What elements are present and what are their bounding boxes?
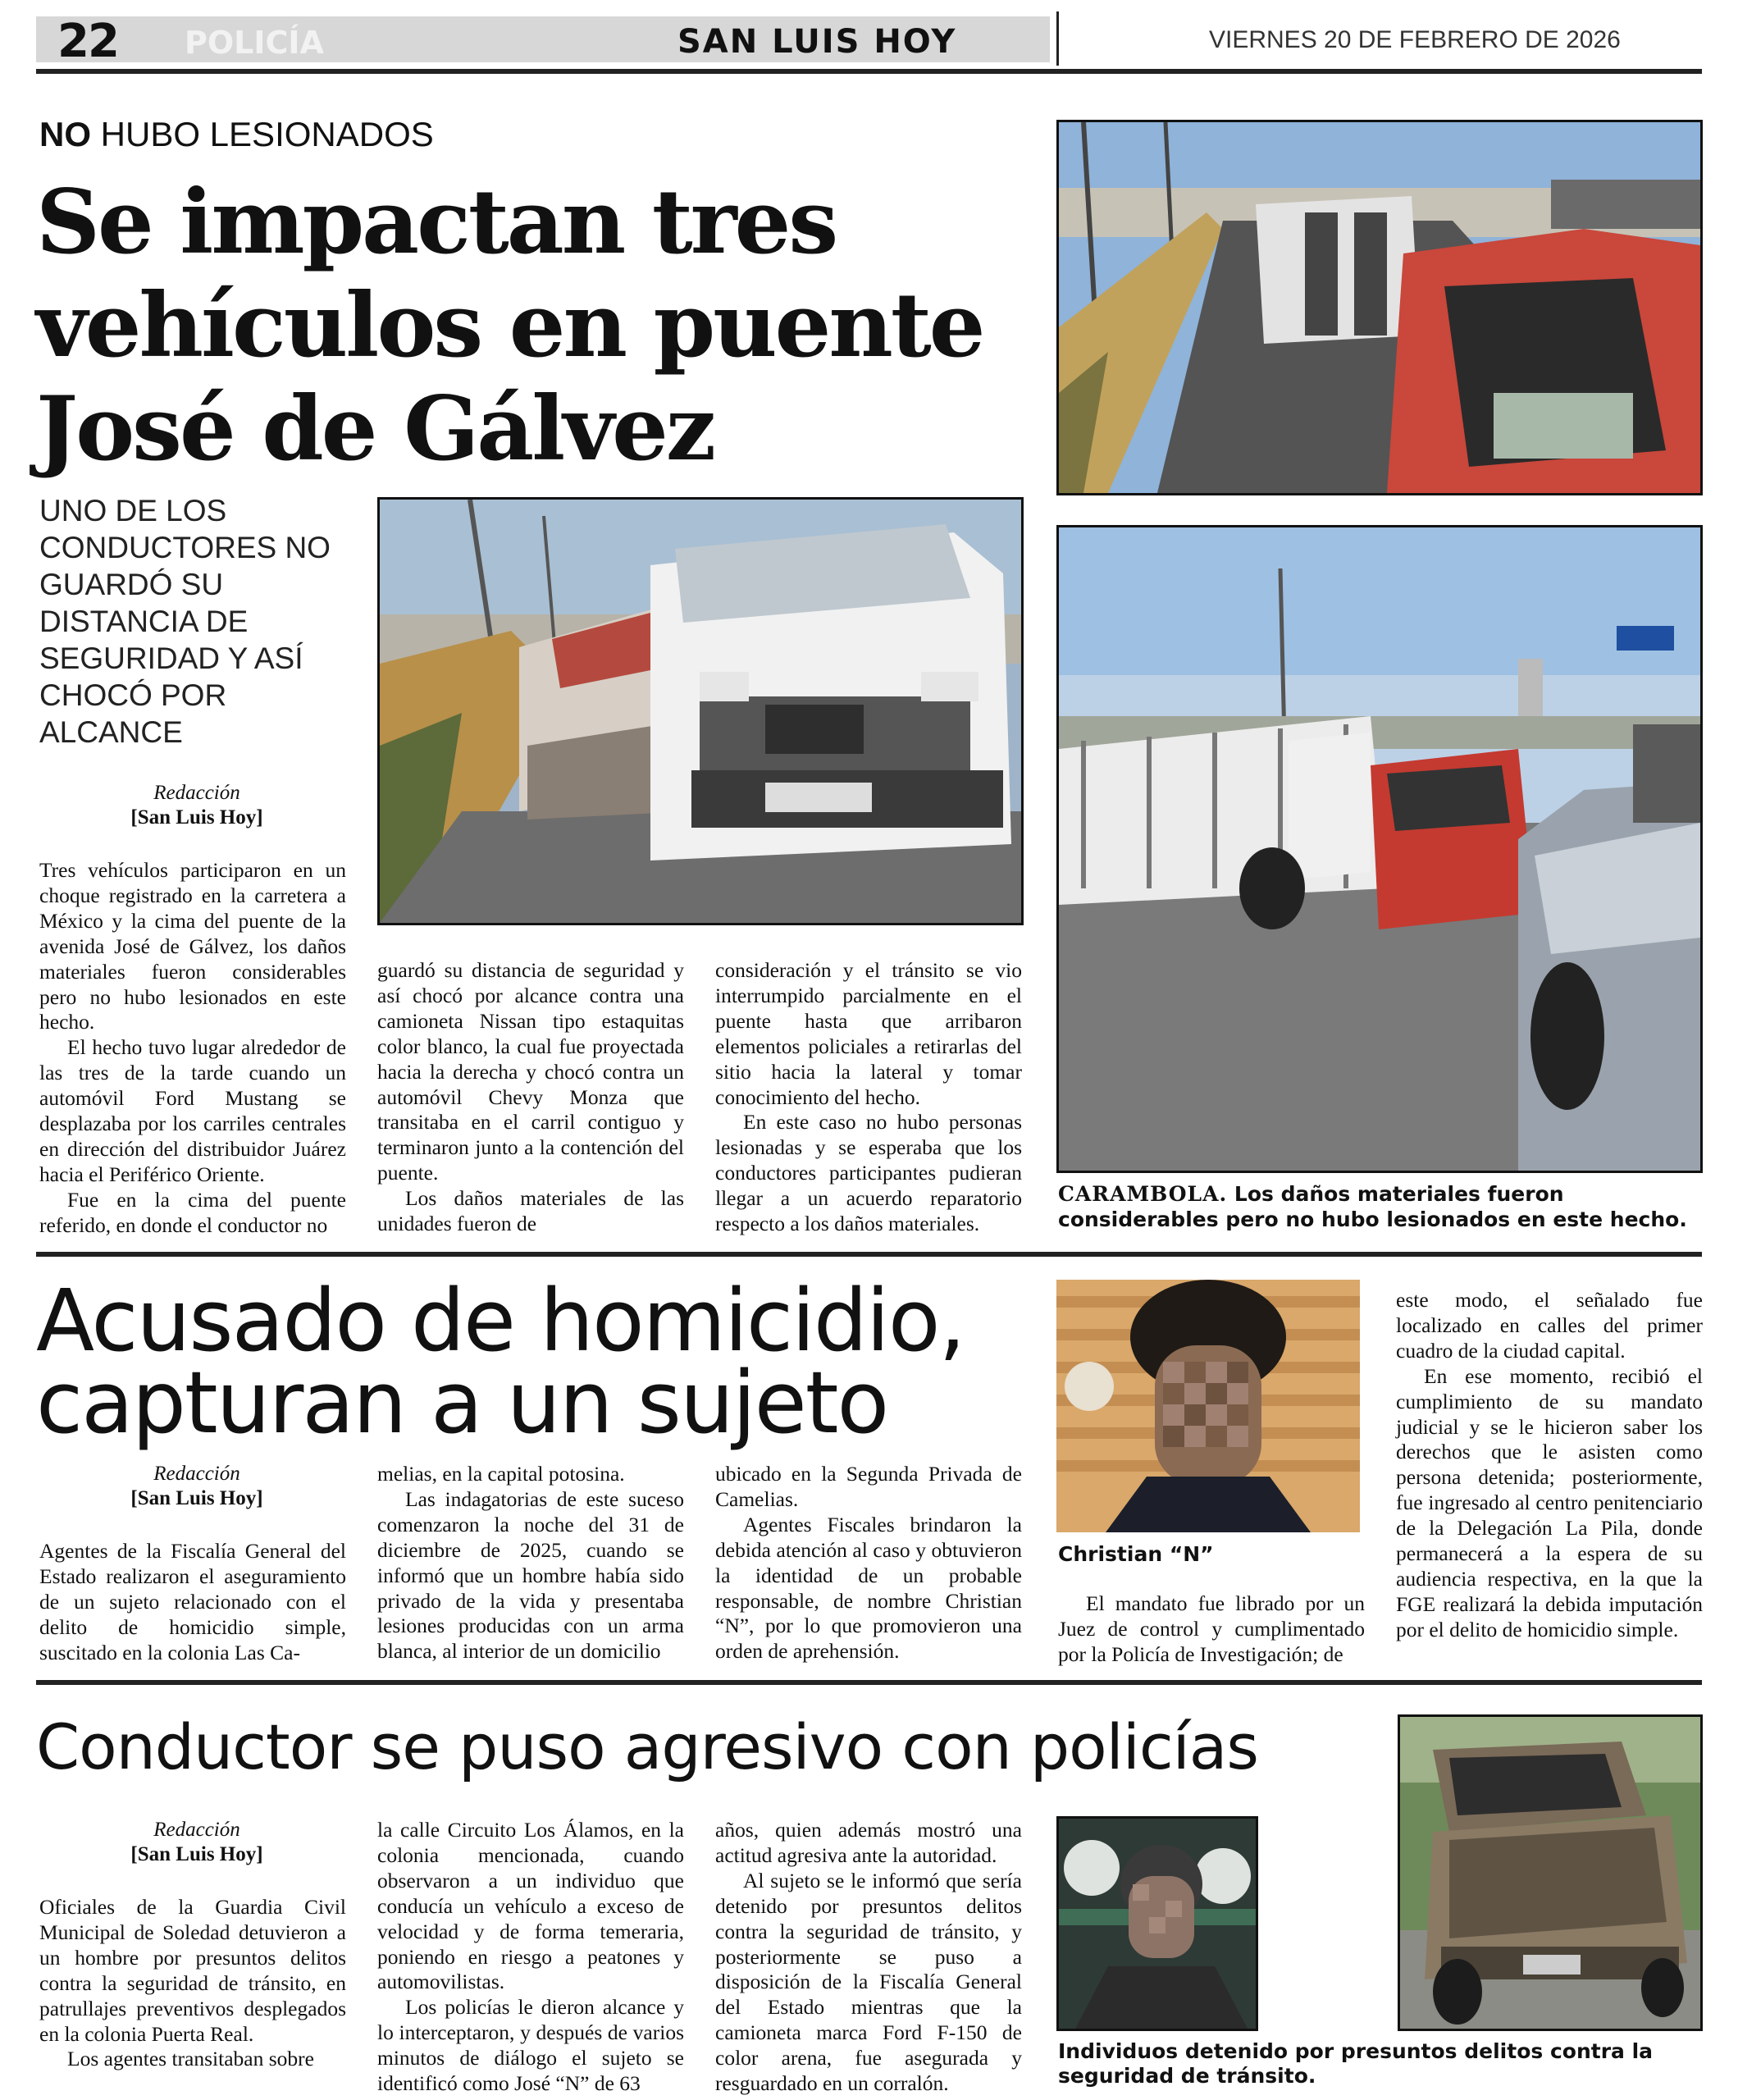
paragraph: En ese momento, recibió el cumplimiento de su mandato judicial y se le hicieron saber los derechos que le asisten como persona detenida; posteriormente, fue ingresado al centro penitenciario de la Delegación La Pila, donde permanecerá a la espera de su audiencia respectiva, en la que la FGE realizará la debida imputación por el delito de homicidio simple. [1396,1363,1703,1641]
newspaper-name: SAN LUIS HOY [677,23,957,61]
article2-column-2 [377,1462,684,1664]
article1-photo-caption [1058,1181,1706,1232]
article1-byline [74,781,320,830]
article1-column-2 [377,958,684,1237]
byline-outlet: [San Luis Hoy] [130,1487,263,1509]
paragraph: Los daños materiales de las unidades fueron de [377,1186,684,1236]
paragraph: Las indagatorias de este suceso comenzaron la noche del 31 de diciembre de 2025, cuando se informó que un hombre había sido privado de la vida y presentaba lesiones producidas con un arma blanca, al interior de un domicilio [377,1486,684,1664]
paragraph: Tres vehículos participaron en un choque registrado en la carretera a México y la cima del puente de la avenida José de Gálvez, los daños materiales fueron considerables pero no hubo lesionados en este hecho. [39,858,346,1034]
paragraph: Los agentes transitaban sobre [67,2047,314,2071]
article3-column-1 [39,1895,346,2072]
byline-role: Redacción [153,1819,240,1841]
paragraph: años, quien además mostró una actitud agresiva ante la autoridad. [715,1818,1022,1867]
article2-headline: Acusado de homicidio, capturan a un sujeto [36,1271,965,1453]
caption-text: Los daños materiales fueron considerables pero no hubo lesionados en este hecho. [1058,1182,1687,1231]
paragraph: Fue en la cima del puente referido, en donde el conductor no [39,1187,346,1237]
paragraph: En este caso no hubo personas lesionadas y se esperaba que los conductores participantes pudieran llegar a un acuerdo reparatorio respecto a los daños materiales. [715,1110,1022,1236]
paragraph: consideración y el tránsito se vio interrumpido parcialmente en el puente hasta que arribaron elementos policiales a retirarlas del sitio hacia la lateral y tomar conocimiento del hecho. [715,958,1022,1109]
photo-detainee [1056,1816,1258,2031]
paragraph: El mandato fue librado por un Juez de control y cumplimentado por la Policía de Investigación; de [1058,1591,1365,1666]
header-rule [36,69,1702,74]
paragraph: Al sujeto se le informó que sería detenido por presuntos delitos contra la seguridad de tránsito, y posteriormente se puso a disposición de la Fiscalía General del Estado mientras que la camioneta marca Ford F-150 de color arena, fue asegurada y resguardado en un corralón. [715,1868,1022,2096]
paragraph: melias, en la capital potosina. [377,1462,625,1486]
byline-outlet: [San Luis Hoy] [130,1843,263,1865]
issue-date: VIERNES 20 DE FEBRERO DE 2026 [1209,26,1621,53]
header-divider [1056,11,1059,66]
article2-column-5 [1396,1288,1703,1643]
article3-column-2 [377,1818,684,2097]
article1-subhead: UNO DE LOS CONDUCTORES NO GUARDÓ SU DISTANCIA DE SEGURIDAD Y ASÍ CHOCÓ POR ALCANCE [39,494,331,749]
paragraph: El hecho tuvo lugar alrededor de las tres de la tarde cuando un automóvil Ford Mustang se desplazaba por los carriles centrales en dirección del distribuidor Juárez hacia el Periférico Oriente. [39,1035,346,1186]
article2-column-3 [715,1462,1022,1664]
kicker-bold: NO [39,115,91,153]
section-name: POLICÍA [185,25,324,61]
section-rule-2 [36,1680,1702,1685]
paragraph: guardó su distancia de seguridad y así chocó por alcance contra una camioneta Nissan tipo estaquitas color blanco, la cual fue proyectada hacia la derecha y chocó contra un automóvil Chevy Monza que transitaba en el carril contiguo y terminaron junto a la contención del puente. [377,958,684,1185]
article3-byline [74,1818,320,1867]
photo-ford-f150 [1398,1714,1703,2031]
article1-headline: Se impactan tres vehículos en puente José de Gálvez [36,171,983,481]
paragraph: Agentes de la Fiscalía General del Estado realizaron el aseguramiento de un sujeto relacionado con el delito de homicidio simple, suscitado en la colonia Las Ca- [39,1539,346,1664]
paragraph: Los policías le dieron alcance y lo interceptaron, y después de varios minutos de diálogo el sujeto se identificó como José “N” de 63 [377,1995,684,2096]
article3-column-3 [715,1818,1022,2097]
paragraph: la calle Circuito Los Álamos, en la colonia mencionada, cuando observaron a un individuo que conducía un vehículo a exceso de velocidad y de forma temeraria, poniendo en riesgo a peatones y automovilistas. [377,1818,684,1994]
caption-label: CARAMBOLA. [1058,1182,1228,1206]
byline-role: Redacción [153,1463,240,1485]
section-rule-1 [36,1252,1702,1257]
page-number: 22 [57,15,118,68]
kicker-rest: HUBO LESIONADOS [91,115,434,153]
byline-outlet: [San Luis Hoy] [130,806,263,829]
article3-photo-caption: Individuos detenido por presuntos delitos contra la seguridad de tránsito. [1058,2039,1654,2088]
article1-kicker [39,115,434,154]
paragraph: Agentes Fiscales brindaron la debida atención al caso y obtuvieron la identidad de un probable responsable, de nombre Christian “N”, por lo que promovieron una orden de aprehensión. [715,1512,1022,1664]
article2-byline [74,1462,320,1511]
photo-suspect-christian [1056,1280,1360,1532]
article1-column-1 [39,858,346,1239]
article3-headline: Conductor se puso agresivo con policías [36,1710,1258,1783]
article2-column-1 [39,1539,346,1666]
photo-crash-nissan [377,497,1024,925]
paragraph: este modo, el señalado fue localizado en calles del primer cuadro de la ciudad capital. [1396,1288,1703,1363]
paragraph: ubicado en la Segunda Privada de Camelias. [715,1462,1022,1511]
byline-role: Redacción [153,782,240,804]
article2-photo-caption: Christian “N” [1058,1542,1214,1566]
paragraph: Oficiales de la Guardia Civil Municipal de Soledad detuvieron a un hombre por presuntos delitos contra la seguridad de tránsito, en patrullajes preventivos desplegados en la colonia Puerta Real. [39,1895,346,2046]
photo-crash-red-car [1056,120,1703,495]
article1-column-3 [715,958,1022,1237]
photo-crash-scene [1056,525,1703,1173]
article2-column-4 [1058,1591,1365,1668]
